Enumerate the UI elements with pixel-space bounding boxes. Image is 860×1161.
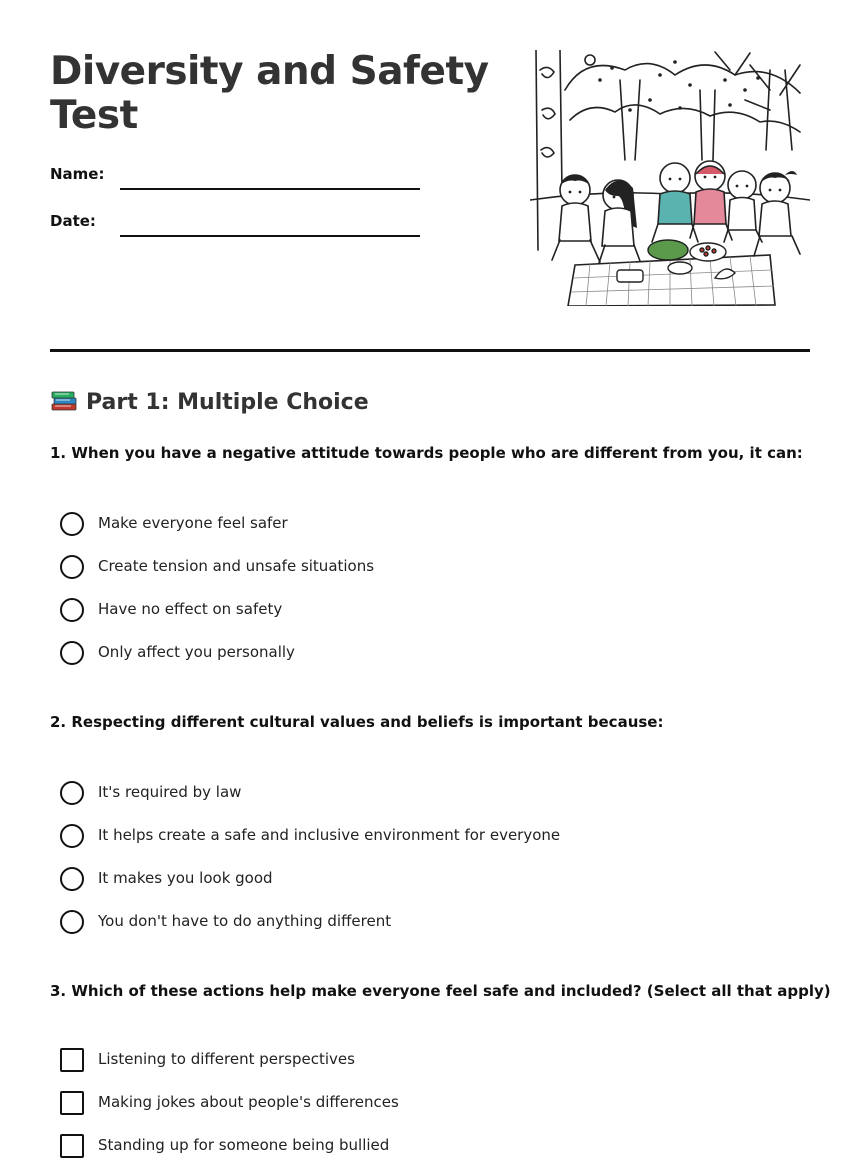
option-label: Make everyone feel safer: [98, 514, 288, 532]
section-title-text: Part 1: Multiple Choice: [86, 390, 369, 415]
answer-option[interactable]: [60, 597, 760, 623]
option-label: Have no effect on safety: [98, 600, 283, 618]
option-label: Create tension and unsafe situations: [98, 557, 375, 575]
radio-button[interactable]: [60, 598, 84, 622]
page-title: Diversity and Safety Test: [50, 49, 489, 138]
date-field[interactable]: [120, 210, 420, 237]
answer-option[interactable]: [60, 780, 760, 806]
answer-option[interactable]: [60, 823, 760, 849]
answer-option[interactable]: [60, 866, 760, 892]
option-label: It helps create a safe and inclusive environment for everyone: [98, 826, 561, 844]
books-icon: [50, 386, 78, 414]
radio-button[interactable]: [60, 555, 84, 579]
option-label: Listening to different perspectives: [98, 1050, 355, 1068]
option-label: Standing up for someone being bullied: [98, 1136, 390, 1154]
question-text: 2. Respecting different cultural values and beliefs is important because:: [50, 713, 664, 731]
answer-option[interactable]: [60, 554, 760, 580]
checkbox[interactable]: [60, 1091, 84, 1115]
option-label: You don't have to do anything different: [98, 912, 392, 930]
option-label: Only affect you personally: [98, 643, 295, 661]
radio-button[interactable]: [60, 824, 84, 848]
checkbox[interactable]: [60, 1048, 84, 1072]
radio-button[interactable]: [60, 512, 84, 536]
date-field-row: [50, 210, 420, 236]
answer-option[interactable]: [60, 1047, 760, 1073]
worksheet-page: [50, 0, 831, 1154]
question-text: 3. Which of these actions help make everyone feel safe and included? (Select all that apply): [50, 982, 831, 1000]
header-divider: [50, 349, 810, 352]
checkbox[interactable]: [60, 1134, 84, 1158]
answer-option[interactable]: [60, 909, 760, 935]
date-label: Date:: [50, 212, 96, 230]
name-field-row: [50, 163, 420, 189]
answer-option[interactable]: [60, 640, 760, 666]
option-label: It makes you look good: [98, 869, 273, 887]
radio-button[interactable]: [60, 867, 84, 891]
name-field[interactable]: [120, 163, 420, 190]
worksheet-header: [50, 0, 810, 415]
radio-button[interactable]: [60, 910, 84, 934]
radio-button[interactable]: [60, 641, 84, 665]
answer-option[interactable]: [60, 1090, 760, 1116]
section-title: [50, 386, 369, 419]
question-text: 1. When you have a negative attitude towards people who are different from you, it can:: [50, 444, 803, 462]
name-label: Name:: [50, 165, 105, 183]
answer-option[interactable]: [60, 511, 760, 537]
children-picnic-illustration: [530, 50, 810, 306]
answer-option[interactable]: [60, 1133, 760, 1159]
radio-button[interactable]: [60, 781, 84, 805]
option-label: Making jokes about people's differences: [98, 1093, 399, 1111]
option-label: It's required by law: [98, 783, 242, 801]
